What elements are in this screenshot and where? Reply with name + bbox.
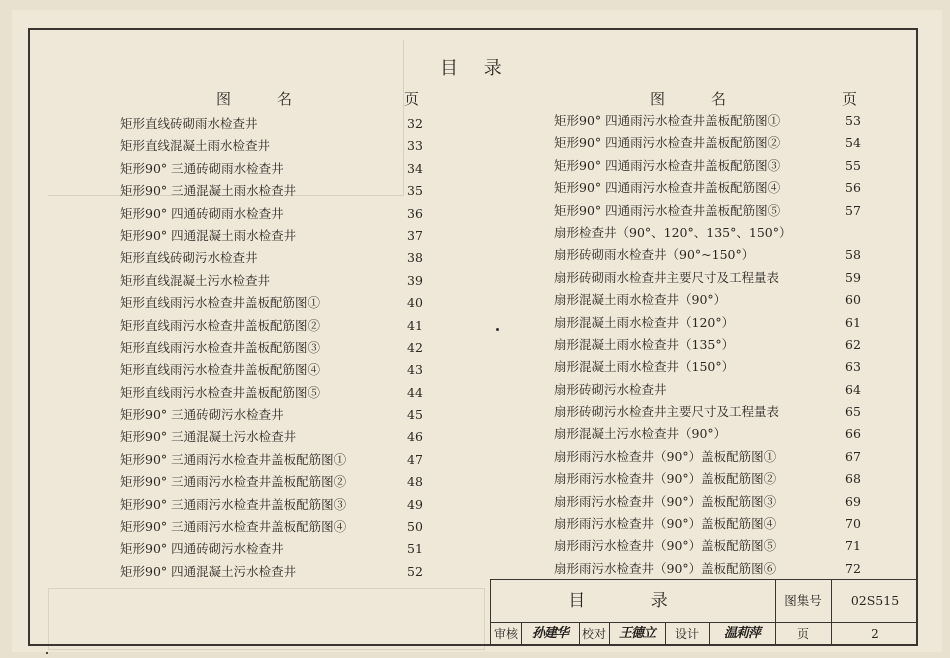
toc-entry-title: 矩形90° 四通混凝土污水检查井 xyxy=(120,563,297,579)
toc-entry-title: 矩形90° 四通砖砌雨水检查井 xyxy=(120,205,284,221)
toc-entry-title: 矩形90° 四通混凝土雨水检查井 xyxy=(120,227,297,243)
toc-entry-page: 34 xyxy=(407,160,423,176)
atlas-label: 图集号 xyxy=(775,580,832,622)
toc-entry-title: 矩形90° 三通混凝土污水检查井 xyxy=(120,429,297,445)
toc-entry-page: 65 xyxy=(845,404,861,420)
title-block-title: 目 录 xyxy=(491,580,776,622)
toc-entry-page: 58 xyxy=(845,247,861,263)
left-header-page: 页 xyxy=(404,90,420,108)
title-block-row-bottom xyxy=(491,622,918,646)
left-header-name: 图名 xyxy=(216,90,339,108)
toc-entry-page: 71 xyxy=(845,538,861,554)
right-header-name: 图名 xyxy=(650,90,773,108)
review-label: 审核 xyxy=(491,622,522,646)
title-block-row-top xyxy=(491,580,918,623)
toc-entry-title: 扇形混凝土污水检查井（90°） xyxy=(554,426,727,442)
toc-entry-title: 矩形直线雨污水检查井盖板配筋图④ xyxy=(120,362,321,378)
toc-entry-title: 扇形砖砌雨水检查井主要尺寸及工程量表 xyxy=(554,269,780,285)
toc-entry-page: 67 xyxy=(845,448,861,464)
toc-entry-page: 69 xyxy=(845,493,861,509)
toc-entry-page: 36 xyxy=(407,205,423,221)
toc-entry-title: 矩形直线雨污水检查井盖板配筋图① xyxy=(120,295,321,311)
title-block xyxy=(490,579,918,646)
toc-entry-title: 矩形直线雨污水检查井盖板配筋图③ xyxy=(120,339,321,355)
toc-entry-title: 矩形90° 三通砖砌污水检查井 xyxy=(120,407,284,423)
toc-entry-page: 70 xyxy=(845,516,861,532)
page-title: 目 录 xyxy=(440,58,512,79)
toc-entry-page: 38 xyxy=(407,250,423,266)
toc-entry-title: 矩形直线雨污水检查井盖板配筋图② xyxy=(120,317,321,333)
toc-entry-page: 62 xyxy=(845,336,861,352)
toc-entry-title: 扇形砖砌污水检查井主要尺寸及工程量表 xyxy=(554,404,780,420)
toc-entry-title: 矩形90° 四通雨污水检查井盖板配筋图② xyxy=(554,135,781,151)
toc-entry-page: 72 xyxy=(845,560,861,576)
toc-entry-page: 37 xyxy=(407,227,423,243)
toc-entry-title: 扇形砖砌雨水检查井（90°~150°） xyxy=(554,247,755,263)
toc-entry-title: 扇形混凝土雨水检查井（120°） xyxy=(554,314,735,330)
toc-entry-title: 扇形检查井（90°、120°、135°、150°） xyxy=(554,224,792,240)
toc-entry-page: 35 xyxy=(407,183,423,199)
toc-entry-page: 59 xyxy=(845,269,861,285)
toc-entry-page: 46 xyxy=(407,429,423,445)
toc-entry-title: 矩形90° 三通混凝土雨水检查井 xyxy=(120,183,297,199)
toc-entry-page: 45 xyxy=(407,407,423,423)
toc-entry-title: 扇形混凝土雨水检查井（135°） xyxy=(554,336,735,352)
toc-entry-page: 33 xyxy=(407,138,423,154)
toc-entry-page: 56 xyxy=(845,180,861,196)
toc-entry-page: 52 xyxy=(407,563,423,579)
toc-entry-page: 66 xyxy=(845,426,861,442)
right-header-page: 页 xyxy=(842,90,858,108)
toc-entry-title: 矩形90° 三通雨污水检查井盖板配筋图② xyxy=(120,474,347,490)
toc-entry-page: 57 xyxy=(845,202,861,218)
toc-entry-page: 32 xyxy=(407,116,423,131)
design-label: 设计 xyxy=(665,622,710,646)
toc-entry-page: 49 xyxy=(407,496,423,512)
toc-entry-title: 矩形90° 三通雨污水检查井盖板配筋图④ xyxy=(120,519,347,535)
page-label: 页 xyxy=(775,622,832,646)
toc-entry-title: 扇形雨污水检查井（90°）盖板配筋图③ xyxy=(554,493,777,509)
toc-entry-title: 矩形90° 四通雨污水检查井盖板配筋图① xyxy=(554,113,781,128)
toc-entry-page: 44 xyxy=(407,384,423,400)
atlas-number: 02S515 xyxy=(850,593,900,608)
toc-entry-page: 50 xyxy=(407,519,423,535)
toc-entry-page: 42 xyxy=(407,339,423,355)
toc-entry-page: 51 xyxy=(407,541,423,557)
toc-entry-page: 55 xyxy=(845,157,861,173)
toc-entry-title: 矩形90° 四通雨污水检查井盖板配筋图⑤ xyxy=(554,202,781,218)
toc-entry-title: 矩形直线混凝土雨水检查井 xyxy=(120,138,271,154)
page-number: 2 xyxy=(871,627,879,641)
toc-entry-title: 矩形直线混凝土污水检查井 xyxy=(120,272,271,288)
design-signature: 温莉萍 xyxy=(709,622,776,646)
toc-entry-page: 60 xyxy=(845,292,861,308)
toc-entry-title: 扇形雨污水检查井（90°）盖板配筋图⑥ xyxy=(554,560,777,576)
toc-entry-page: 39 xyxy=(407,272,423,288)
toc-entry-title: 扇形雨污水检查井（90°）盖板配筋图④ xyxy=(554,516,777,532)
check-label: 校对 xyxy=(579,622,610,646)
toc-entry-page: 61 xyxy=(845,314,861,330)
toc-entry-title: 扇形雨污水检查井（90°）盖板配筋图① xyxy=(554,448,777,464)
toc-entry-title: 矩形90° 四通雨污水检查井盖板配筋图③ xyxy=(554,157,781,173)
toc-entry-title: 扇形雨污水检查井（90°）盖板配筋图⑤ xyxy=(554,538,777,554)
toc-entry-title: 扇形雨污水检查井（90°）盖板配筋图② xyxy=(554,471,777,487)
toc-entry-page: 54 xyxy=(845,135,861,151)
toc-entry-title: 矩形90° 四通雨污水检查井盖板配筋图④ xyxy=(554,180,781,196)
toc-entry-title: 矩形90° 三通雨污水检查井盖板配筋图① xyxy=(120,451,347,467)
toc-entry-page: 53 xyxy=(845,113,861,128)
toc-entry-title: 矩形直线砖砌污水检查井 xyxy=(120,250,258,266)
toc-entry-title: 矩形90° 三通雨污水检查井盖板配筋图③ xyxy=(120,496,347,512)
review-signature: 孙建华 xyxy=(521,622,580,646)
stray-mark xyxy=(496,328,499,331)
toc-entry-page: 48 xyxy=(407,474,423,490)
toc-entry-page: 68 xyxy=(845,471,861,487)
toc-entry-title: 矩形直线砖砌雨水检查井 xyxy=(120,116,258,131)
toc-entry-title: 矩形90° 四通砖砌污水检查井 xyxy=(120,541,284,557)
toc-entry-page: 43 xyxy=(407,362,423,378)
toc-entry-page: 63 xyxy=(845,359,861,375)
toc-entry-title: 扇形砖砌污水检查井 xyxy=(554,381,667,397)
stray-mark-bottom xyxy=(46,652,48,654)
toc-entry-title: 扇形混凝土雨水检查井（150°） xyxy=(554,359,735,375)
toc-entry-page: 41 xyxy=(407,317,423,333)
toc-entry-page: 40 xyxy=(407,295,423,311)
check-signature: 王德立 xyxy=(609,622,666,646)
toc-entry-title: 扇形混凝土雨水检查井（90°） xyxy=(554,292,727,308)
toc-entry-title: 矩形90° 三通砖砌雨水检查井 xyxy=(120,160,284,176)
toc-entry-page: 64 xyxy=(845,381,861,397)
toc-entry-page: 47 xyxy=(407,451,423,467)
toc-entry-title: 矩形直线雨污水检查井盖板配筋图⑤ xyxy=(120,384,321,400)
